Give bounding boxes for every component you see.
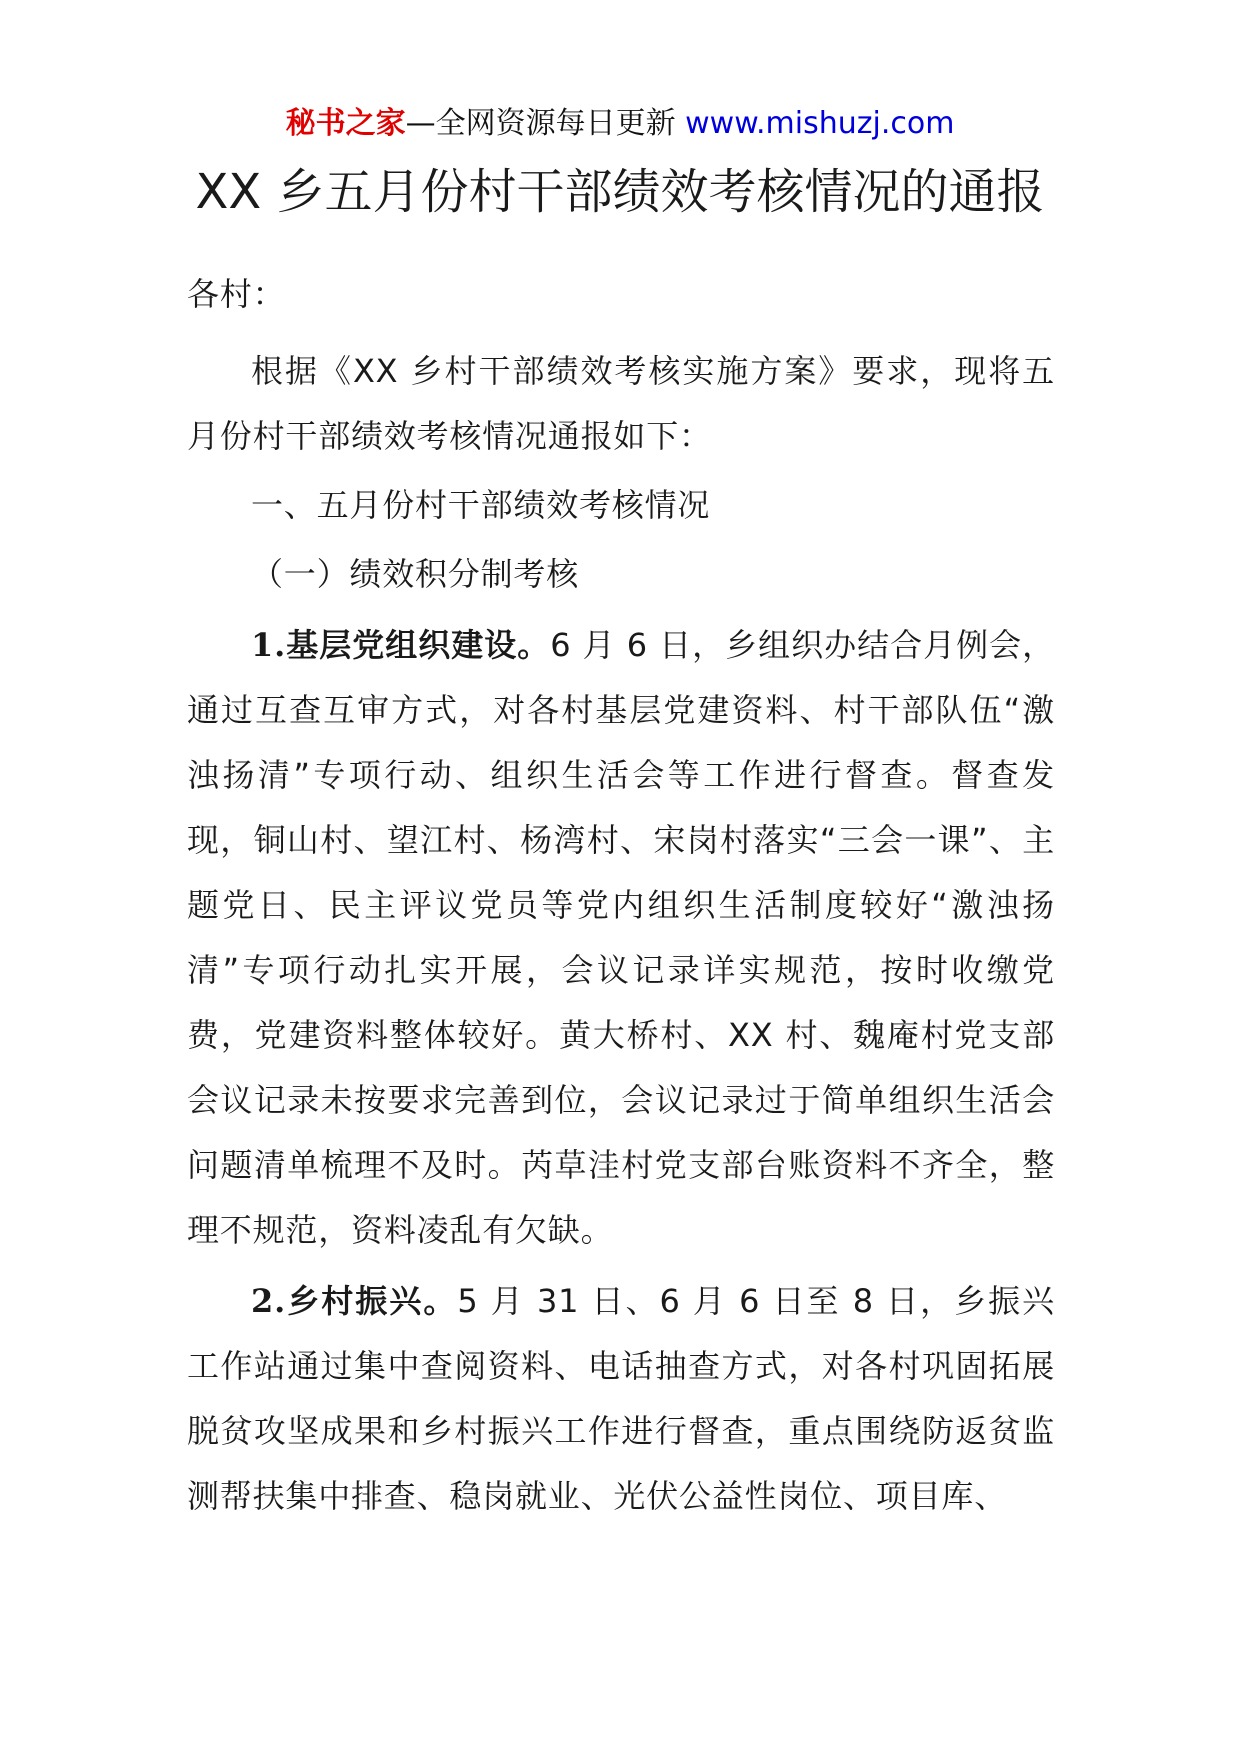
item-body: 5 月 31 日、6 月 6 日至 8 日，乡振兴工作站通过集中查阅资料、电话抽查方式，对各村巩固拓展脱贫攻坚成果和乡村振兴工作进行督查，重点围绕防返贫监测帮扶集中排查、稳岗就业、光伏公益性岗位、项目库、: [187, 1282, 1055, 1515]
subsection-heading: （一）绩效积分制考核: [251, 555, 580, 593]
site-watermark-header: [0, 104, 1240, 144]
brand-tagline: —全网资源每日更新: [405, 106, 676, 141]
item-body: 6 月 6 日，乡组织办结合月例会，通过互查互审方式，对各村基层党建资料、村干部队伍“激浊扬清”专项行动、组织生活会等工作进行督查。督查发现，铜山村、望江村、杨湾村、宋岗村落实“三会一课”、主题党日、民主评议党员等党内组织生活制度较好“激浊扬清”专项行动扎实开展，会议记录详实规范，按时收缴党费，党建资料整体较好。黄大桥村、XX 村、魏庵村党支部会议记录未按要求完善到位，会议记录过于简单组织生活会问题清单梳理不及时。芮草洼村党支部台账资料不齐全，整理不规范，资料凌乱有欠缺。: [187, 626, 1055, 1249]
salutation: 各村：: [187, 275, 286, 313]
item-lead: 2.乡村振兴。: [251, 1282, 458, 1320]
site-url-link[interactable]: www.mishuzj.com: [685, 106, 955, 141]
intro-paragraph: 根据《XX 乡村干部绩效考核实施方案》要求，现将五月份村干部绩效考核情况通报如下：: [187, 352, 1055, 455]
item-paragraph-party-building: [187, 613, 1055, 1263]
item-paragraph-rural-revitalization: [187, 1269, 1055, 1529]
brand-name: 秘书之家: [285, 106, 406, 141]
document-title: XX 乡五月份村干部绩效考核情况的通报: [195, 164, 1045, 220]
item-lead: 1.基层党组织建设。: [251, 626, 551, 664]
section-heading: 一、五月份村干部绩效考核情况: [251, 486, 711, 524]
document-body: [187, 262, 1055, 1529]
